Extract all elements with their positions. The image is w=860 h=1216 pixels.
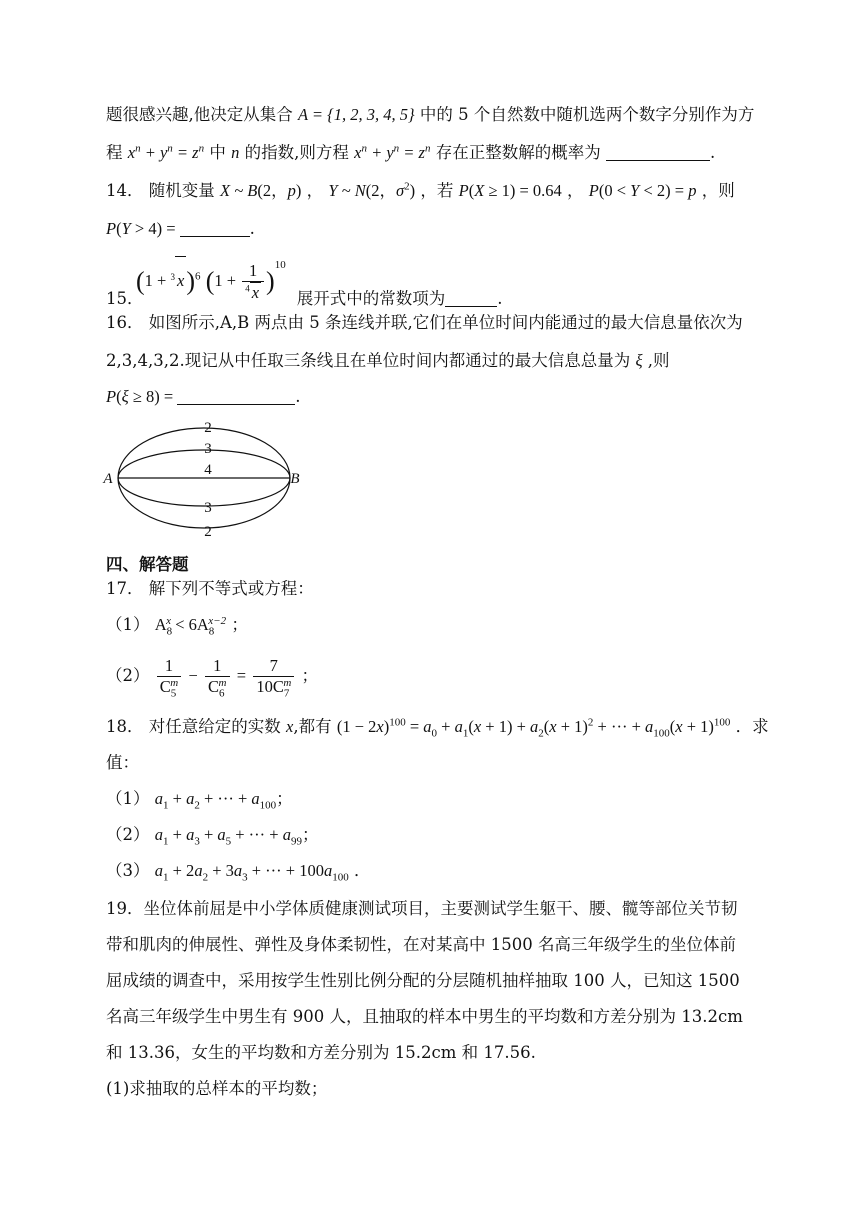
q16-text: ,则 (647, 351, 670, 370)
sum-expression: $a_1 + 2a_2 + 3a_3$ + ··· + $100a_{100}$ (154, 861, 349, 884)
q18-item3 (106, 860, 370, 882)
comma: ， (306, 181, 324, 200)
semicolon: ； (231, 615, 248, 634)
fraction: $\frac{1}{C_5^m}$ (157, 656, 181, 697)
q17-item1 (106, 614, 248, 636)
fraction: $\frac{1}{C_6^m}$ (205, 656, 229, 697)
x-variable: x (286, 717, 294, 736)
q15-text: 展开式中的常数项为 (296, 289, 446, 308)
q19-sub1: (1)求抽取的总样本的平均数； (106, 1079, 328, 1098)
period: . (295, 387, 301, 406)
equation-fermat: $x^n + y^n = z^n$ (354, 142, 431, 162)
section-heading: 四、解答题 (106, 555, 189, 574)
q16-text: 如图所示,A,B 两点由 5 条连线并联,它们在单位时间内能通过的最大信息量依次为 (148, 313, 743, 332)
q18-line2: 值： (106, 753, 139, 772)
q19-line1 (106, 898, 738, 920)
label-b: B (290, 471, 300, 487)
item-number: （1） (106, 615, 150, 634)
q13-text: 中的 5 个自然数中随机选两个数字分别作为方 (419, 105, 755, 124)
period: . (497, 289, 503, 308)
q15-line (106, 288, 503, 310)
label-a: A (103, 471, 113, 487)
question-number: 18． (106, 717, 144, 736)
semicolon: ； (301, 666, 319, 685)
answer-blank[interactable] (177, 388, 295, 405)
q14-line2: P(Y > 4) = . (106, 219, 255, 238)
q19-line4: 名高三年级学生中男生有 900 人，且抽取的样本中男生的平均数和方差分别为 13.2cm (106, 1007, 743, 1026)
n-variable: n (231, 143, 240, 162)
q14-text: ，若 (420, 181, 454, 200)
exponent-6: 6 (194, 270, 201, 283)
inequality: $A_8^x < 6A_8^{x-2}$ (154, 614, 227, 638)
q16-line2 (106, 350, 670, 372)
q14-text: ，则 (701, 181, 735, 200)
q16-line1 (106, 312, 743, 334)
q17-line (106, 578, 314, 600)
q13-line2 (106, 142, 715, 164)
item-number: （1） (106, 789, 150, 808)
prob-xi: P (106, 387, 117, 406)
question-number: 19． (106, 899, 144, 918)
period: . (709, 143, 716, 162)
q14-line1: 14． 随机变量 X ~ B(2，p) ， Y ~ N(2，$\sigma^2$) ，若 P(X ≥ 1) = 0.64 ， P(0 < Y < 2) = p ，则 (106, 180, 735, 200)
comma: ， (567, 181, 584, 200)
q18-item1 (106, 788, 293, 810)
q13-text: 存在正整数解的概率为 (435, 143, 601, 162)
binomial-dist: X ~ B (220, 181, 258, 200)
q18-item2 (106, 824, 318, 846)
sum-expression: $a_1 + a_2$ + ··· + $a_{100}$ (154, 789, 277, 812)
item-number: （3） (106, 861, 150, 880)
expansion-equation: $(1 - 2x)^{100} = a_0 + a_1(x + 1) + a_2(x + 1)^2$ + ··· + $a_{100}(x + 1)^{100}$ (336, 716, 731, 740)
item-number: （2） (106, 666, 150, 685)
parallel-lines-diagram (100, 414, 310, 542)
semicolon: ； (301, 825, 319, 844)
q18-line1 (106, 716, 769, 738)
q19-line5: 和 13.36，女生的平均数和方差分别为 15.2cm 和 17.56. (106, 1043, 536, 1062)
fraction: $\frac{7}{10C_7^m}$ (253, 656, 294, 697)
q14-text: 随机变量 (148, 181, 215, 200)
exponent-10: 10 (274, 259, 286, 271)
q19-line3: 屈成绩的调查中，采用按学生性别比例分配的分层随机抽样抽取 100 人，已知这 1500 (106, 971, 740, 990)
xi-symbol: ξ (635, 351, 643, 370)
answer-blank[interactable] (606, 144, 710, 161)
line-value: 4 (204, 462, 212, 478)
q16-line3: P(ξ ≥ 8) = . (106, 387, 301, 406)
prob-condition-2: P (588, 181, 599, 200)
line-value: 3 (204, 441, 212, 457)
line-value: 3 (204, 500, 212, 516)
prob-condition-1: P (458, 181, 469, 200)
q17-item2: （2） $\frac{1}{C_5^m}$ − $\frac{1}{C_6^m}$ = $\frac{7}{10C_7^m}$ ； (106, 656, 319, 700)
question-number: 15． (106, 289, 144, 308)
prob-question: P (106, 219, 117, 238)
q13-line1 (106, 104, 754, 126)
q18-text: ．求 (735, 717, 769, 736)
period: ． (353, 861, 371, 880)
fraction-one-over-root: $\frac{1}{^4 x}$ (242, 261, 264, 303)
period: . (249, 219, 255, 238)
q13-text: 题很感兴趣,他决定从集合 (106, 105, 293, 124)
question-number: 16． (106, 313, 144, 332)
q15-expression: (1 + $^3$ x)$^6$ (1 + $\frac{1}{^4 x}$ )$^{10}$ (136, 256, 286, 306)
equation-fermat: $x^n + y^n = z^n$ (127, 142, 205, 162)
q16-text: 2,3,4,3,2.现记从中任取三条线且在单位时间内都通过的最大信息总量为 (106, 351, 631, 370)
line-value: 2 (204, 420, 212, 436)
answer-blank[interactable] (445, 290, 497, 307)
line-value: 2 (204, 524, 212, 540)
q13-text: 中 (209, 143, 226, 162)
q13-text: 程 (106, 143, 123, 162)
sum-expression: $a_1 + a_3 + a_5$ + ··· + $a_{99}$ (154, 825, 302, 848)
q17-text: 解下列不等式或方程： (148, 579, 314, 598)
question-number: 14． (106, 181, 144, 200)
semicolon: ； (276, 789, 293, 808)
q18-text: 对任意给定的实数 (148, 717, 281, 736)
q13-text: 的指数,则方程 (244, 143, 349, 162)
prob-value: 0.64 (532, 181, 562, 200)
q19-line2: 带和肌肉的伸展性、弹性及身体柔韧性，在对某高中 1500 名高三年级学生的坐位体前 (106, 935, 736, 954)
question-number: 17． (106, 579, 144, 598)
q19-text: 坐位体前屈是中小学体质健康测试项目，主要测试学生躯干、腰、髋等部位关节韧 (143, 899, 738, 918)
answer-blank[interactable] (180, 220, 250, 237)
item-number: （2） (106, 825, 150, 844)
q18-text: ,都有 (293, 717, 332, 736)
set-expression: A = {1, 2, 3, 4, 5} (298, 105, 415, 124)
normal-dist: Y ~ N (328, 181, 366, 200)
